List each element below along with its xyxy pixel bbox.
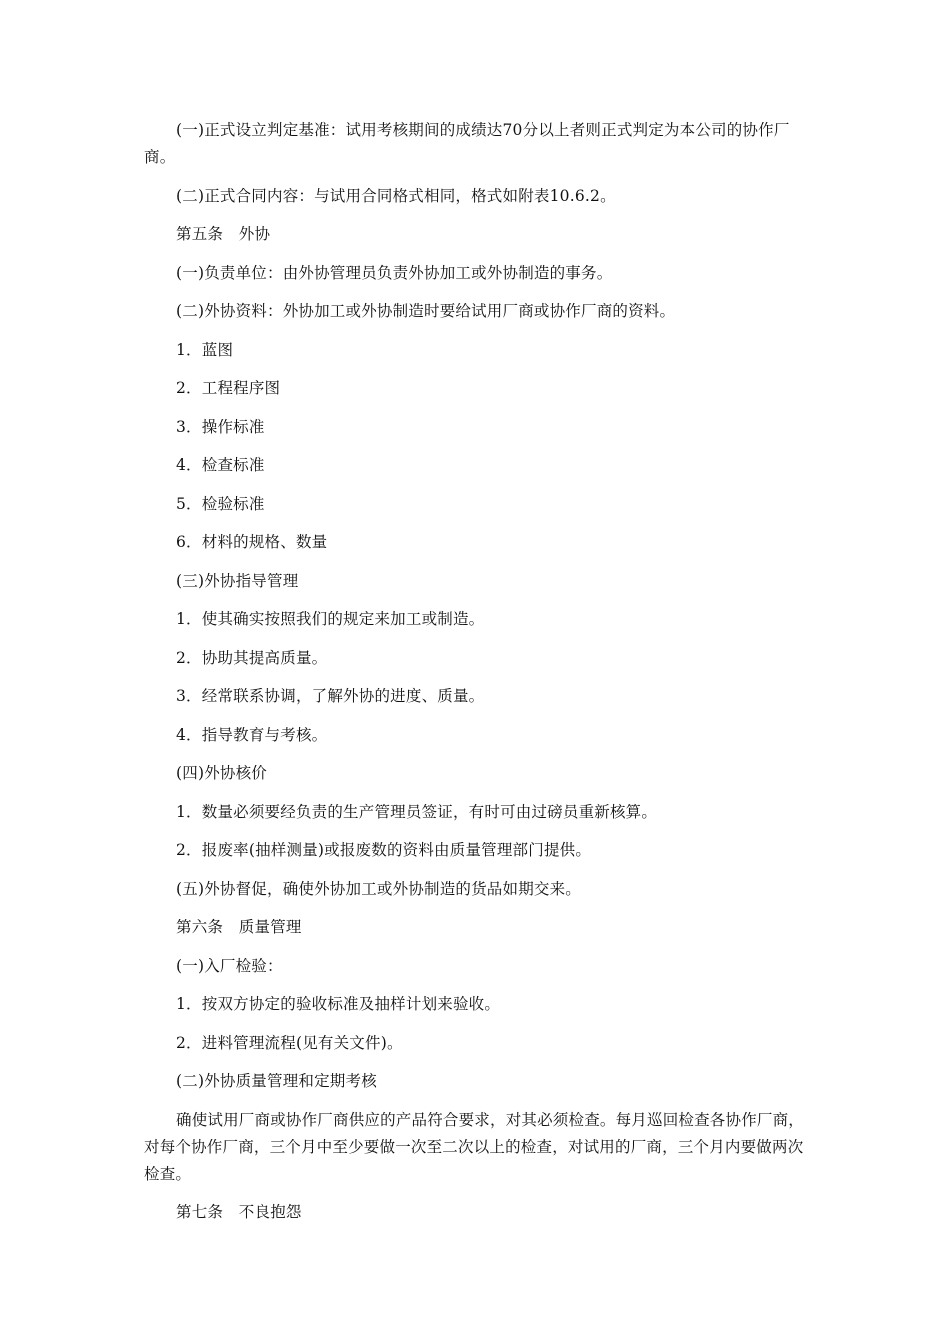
section-follow-up: (五)外协督促，确使外协加工或外协制造的货品如期交来。 (176, 879, 581, 898)
list-item-test-standard: 5．检验标准 (176, 494, 265, 513)
list-item-inspection-1: 1．按双方协定的验收标准及抽样计划来验收。 (176, 995, 501, 1013)
list-item-guidance-3: 3．经常联系协调，了解外协的进度、质量。 (176, 687, 485, 705)
list-item-material-spec: 6．材料的规格、数量 (176, 533, 328, 551)
paragraph-responsible-unit: (一)负责单位：由外协管理员负责外协加工或外协制造的事务。 (176, 263, 613, 282)
list-item-operation-standard: 3．操作标准 (176, 417, 265, 436)
paragraph-formal-contract: (二)正式合同内容：与试用合同格式相同，格式如附表10.6.2。 (176, 186, 616, 205)
list-item-blueprint: 1．蓝图 (176, 340, 234, 359)
list-item-process-chart: 2．工程程序图 (176, 379, 281, 397)
list-item-guidance-2: 2．协助其提高质量。 (176, 648, 328, 667)
section-incoming-inspection: (一)入厂检验： (176, 956, 283, 975)
document-body (144, 117, 810, 1238)
article-heading-6: 第六条 质量管理 (176, 918, 302, 936)
article-heading-5: 第五条 外协 (176, 225, 271, 243)
section-quality-review: (二)外协质量管理和定期考核 (176, 1072, 377, 1090)
list-item-inspection-standard: 4．检查标准 (176, 456, 265, 474)
list-item-inspection-2: 2．进料管理流程(见有关文件)。 (176, 1033, 403, 1052)
section-guidance: (三)外协指导管理 (176, 571, 299, 590)
list-item-guidance-4: 4．指导教育与考核。 (176, 725, 328, 744)
paragraph-formal-criteria: (一)正式设立判定基准：试用考核期间的成绩达70分以上者则正式判定为本公司的协作厂商。 (144, 121, 790, 166)
list-item-guidance-1: 1．使其确实按照我们的规定来加工或制造。 (176, 610, 485, 628)
list-item-pricing-1: 1．数量必须要经负责的生产管理员签证，有时可由过磅员重新核算。 (176, 802, 658, 821)
article-heading-7: 第七条 不良抱怨 (176, 1203, 302, 1221)
section-pricing: (四)外协核价 (176, 764, 267, 782)
paragraph-quality-review: 确使试用厂商或协作厂商供应的产品符合要求，对其必须检查。每月巡回检查各协作厂商，对每个协作厂商，三个月中至少要做一次至二次以上的检查，对试用的厂商，三个月内要做两次检查。 (144, 1110, 805, 1183)
list-item-pricing-2: 2．报废率(抽样测量)或报废数的资料由质量管理部门提供。 (176, 841, 592, 859)
paragraph-outsourcing-materials: (二)外协资料：外协加工或外协制造时要给试用厂商或协作厂商的资料。 (176, 302, 676, 320)
